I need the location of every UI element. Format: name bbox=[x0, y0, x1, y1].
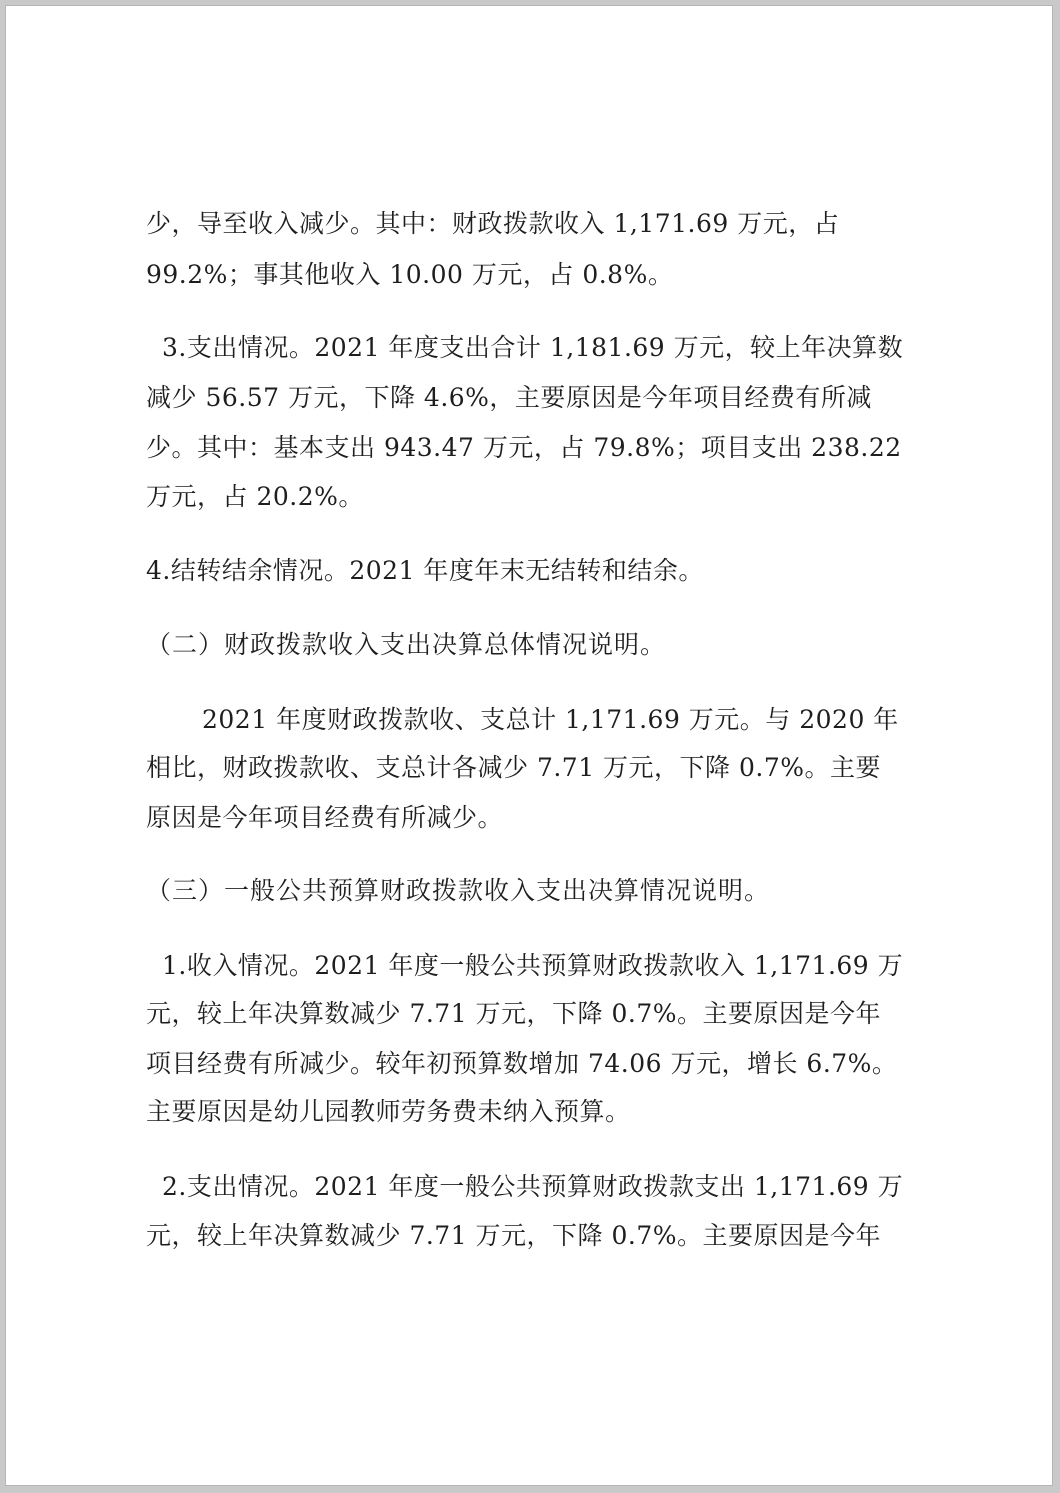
text-line: 万元，占 20.2%。 bbox=[146, 482, 364, 511]
text-line: 项目经费有所减少。较年初预算数增加 74.06 万元，增长 6.7%。 bbox=[146, 1049, 898, 1078]
text-line: 1.收入情况。2021 年度一般公共预算财政拨款收入 1,171.69 万 bbox=[162, 951, 904, 980]
text-line: 相比，财政拨款收、支总计各减少 7.71 万元，下降 0.7%。主要 bbox=[146, 753, 882, 782]
text-line: 原因是今年项目经费有所减少。 bbox=[146, 803, 504, 832]
text-line: 元，较上年决算数减少 7.71 万元，下降 0.7%。主要原因是今年 bbox=[146, 1221, 882, 1250]
text-line: 3.支出情况。2021 年度支出合计 1,181.69 万元，较上年决算数 bbox=[162, 333, 904, 362]
document-page bbox=[5, 5, 1053, 1486]
text-line: 2.支出情况。2021 年度一般公共预算财政拨款支出 1,171.69 万 bbox=[162, 1172, 904, 1201]
text-line: 主要原因是幼儿园教师劳务费未纳入预算。 bbox=[146, 1097, 631, 1126]
section-heading: （三）一般公共预算财政拨款收入支出决算情况说明。 bbox=[146, 876, 771, 905]
text-line: 99.2%；事其他收入 10.00 万元，占 0.8%。 bbox=[146, 260, 674, 289]
text-line: 4.结转结余情况。2021 年度年末无结转和结余。 bbox=[146, 556, 704, 585]
text-line: 元，较上年决算数减少 7.71 万元，下降 0.7%。主要原因是今年 bbox=[146, 999, 882, 1028]
text-line: 减少 56.57 万元，下降 4.6%，主要原因是今年项目经费有所减 bbox=[146, 383, 872, 412]
text-line: 少。其中：基本支出 943.47 万元，占 79.8%；项目支出 238.22 bbox=[146, 433, 902, 462]
section-heading: （二）财政拨款收入支出决算总体情况说明。 bbox=[146, 630, 667, 659]
text-line: 2021 年度财政拨款收、支总计 1,171.69 万元。与 2020 年 bbox=[202, 705, 899, 734]
text-line: 少，导至收入减少。其中：财政拨款收入 1,171.69 万元，占 bbox=[146, 209, 840, 238]
